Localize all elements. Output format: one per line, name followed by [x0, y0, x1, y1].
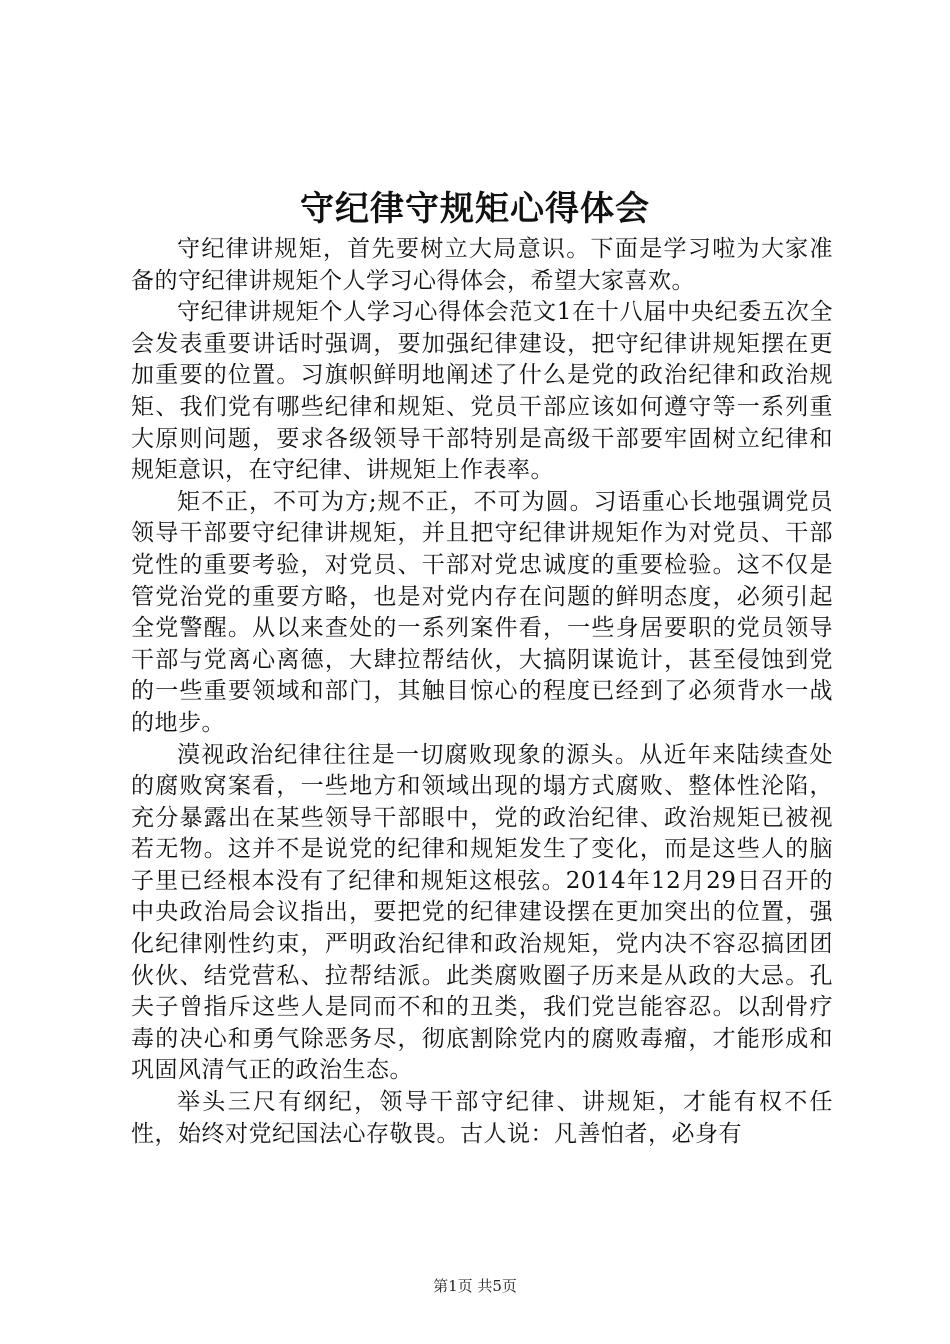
document-title: 守纪律守规矩心得体会 [300, 189, 650, 229]
paragraph-3: 矩不正，不可为方;规不正，不可为圆。习语重心长地强调党员领导干部要守纪律讲规矩，并且把守纪律讲规矩作为对党员、干部党性的重要考验，对党员、干部对党忠诚度的重要检验。这不仅是管党治党的重要方略，也是对党内存在问题的鲜明态度，必须引起全党警醒。从以来查处的一系列案件看，一些身居要职的党员领导干部与党离心离德，大肆拉帮结伙，大搞阴谋诡计，甚至侵蚀到党的一些重要领域和部门，其触目惊心的程度已经到了必须背水一战的地步。 [131, 488, 833, 736]
paragraph-4: 漠视政治纪律往往是一切腐败现象的源头。从近年来陆续查处的腐败窝案看，一些地方和领域出现的塌方式腐败、整体性沦陷，充分暴露出在某些领导干部眼中，党的政治纪律、政治规矩已被视若无物。这并不是说党的纪律和规矩发生了变化，而是这些人的脑子里已经根本没有了纪律和规矩这根弦。2014年12月29日召开的中央政治局会议指出，要把党的纪律建设摆在更加突出的位置，强化纪律刚性约束，严明政治纪律和政治规矩，党内决不容忍搞团团伙伙、结党营私、拉帮结派。此类腐败圈子历来是从政的大忌。孔夫子曾指斥这些人是同而不和的丑类，我们党岂能容忍。以刮骨疗毒的决心和勇气除恶务尽，彻底割除党内的腐败毒瘤，才能形成和巩固风清气正的政治生态。 [131, 741, 833, 1084]
paragraph-2: 守纪律讲规矩个人学习心得体会范文1在十八届中央纪委五次全会发表重要讲话时强调，要加强纪律建设，把守纪律讲规矩摆在更加重要的位置。习旗帜鲜明地阐述了什么是党的政治纪律和政治规矩、我们党有哪些纪律和规矩、党员干部应该如何遵守等一系列重大原则问题，要求各级领导干部特别是高级干部要牢固树立纪律和规矩意识，在守纪律、讲规矩上作表率。 [131, 299, 833, 484]
document-body [131, 234, 833, 1150]
page-footer: 第1页 共5页 [433, 1277, 517, 1295]
paragraph-5: 举头三尺有纲纪，领导干部守纪律、讲规矩，才能有权不任性，始终对党纪国法心存敬畏。古人说：凡善怕者，必身有 [131, 1089, 833, 1147]
paragraph-1: 守纪律讲规矩，首先要树立大局意识。下面是学习啦为大家准备的守纪律讲规矩个人学习心得体会，希望大家喜欢。 [131, 236, 833, 294]
